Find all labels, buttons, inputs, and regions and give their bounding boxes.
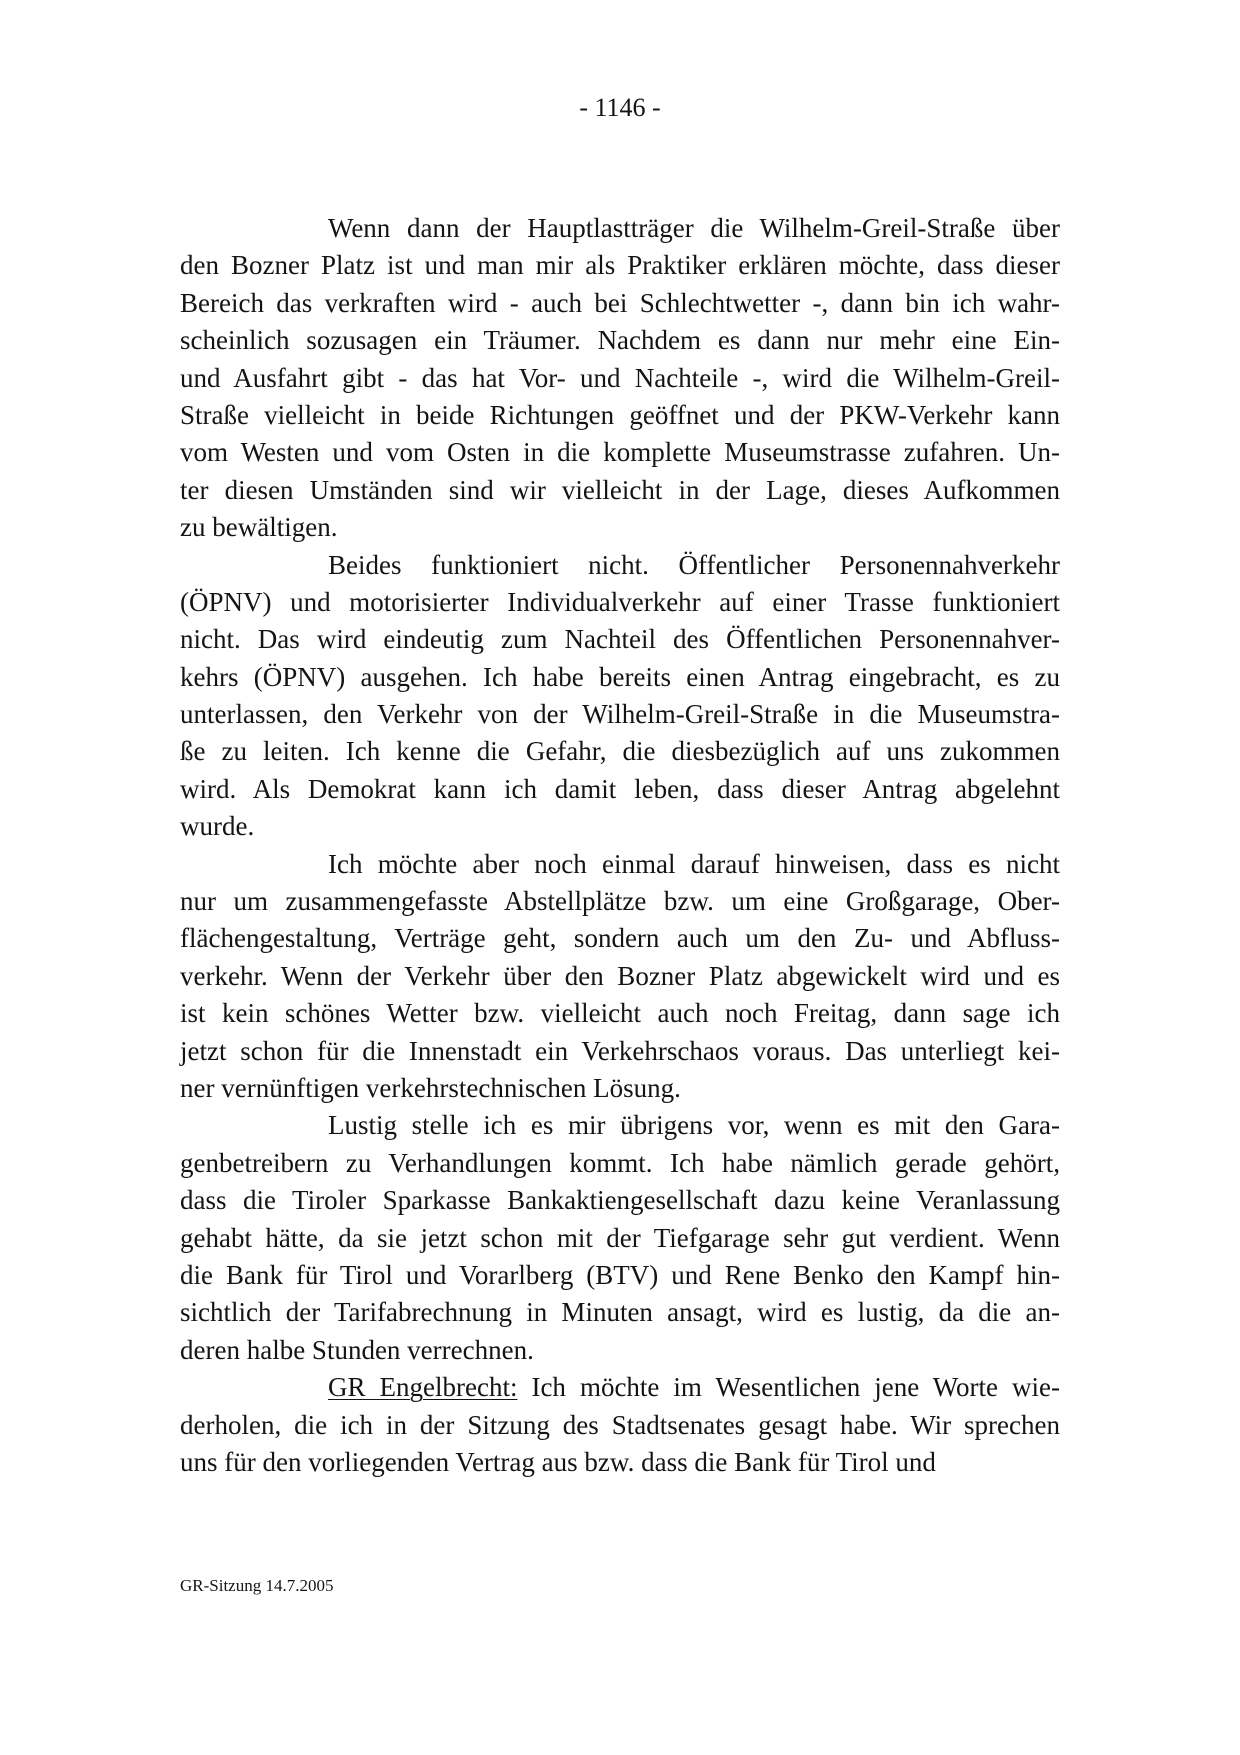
text-line: flächengestaltung, Verträge geht, sondern auch um den Zu- und Abfluss- [180, 923, 1060, 954]
speaker-name: GR Engelbrecht: [328, 1372, 518, 1403]
text-line: Lustig stelle ich es mir übrigens vor, wenn es mit den Gara- [328, 1110, 1060, 1141]
speaker-line-text: Ich möchte im Wesentlichen jene Worte wie- [517, 1372, 1060, 1403]
text-line: uns für den vorliegenden Vertrag aus bzw. dass die Bank für Tirol und [180, 1446, 936, 1477]
text-line: (ÖPNV) und motorisierter Individualverkehr auf einer Trasse funktioniert [180, 586, 1060, 617]
text-line: derholen, die ich in der Sitzung des Stadtsenates gesagt habe. Wir sprechen [180, 1409, 1060, 1440]
text-line: scheinlich sozusagen ein Träumer. Nachdem es dann nur mehr eine Ein- [180, 325, 1060, 356]
text-line: nur um zusammengefasste Abstellplätze bzw. um eine Großgarage, Ober- [180, 886, 1060, 917]
text-line: wurde. [180, 811, 255, 842]
text-line: genbetreibern zu Verhandlungen kommt. Ich habe nämlich gerade gehört, [180, 1147, 1060, 1178]
text-line: vom Westen und vom Osten in die komplette Museumstrasse zufahren. Un- [180, 437, 1060, 468]
text-line: Straße vielleicht in beide Richtungen geöffnet und der PKW-Verkehr kann [180, 399, 1060, 430]
page-number: - 1146 - [579, 93, 661, 122]
text-line: die Bank für Tirol und Vorarlberg (BTV) und Rene Benko den Kampf hin- [180, 1259, 1060, 1290]
text-line: ner vernünftigen verkehrstechnischen Lösung. [180, 1072, 681, 1103]
text-line: gehabt hätte, da sie jetzt schon mit der Tiefgarage sehr gut verdient. Wenn [180, 1222, 1060, 1253]
text-line: verkehr. Wenn der Verkehr über den Bozner Platz abgewickelt wird und es [180, 960, 1060, 991]
text-line: unterlassen, den Verkehr von der Wilhelm-Greil-Straße in die Museumstra- [180, 699, 1060, 730]
text-line: Wenn dann der Hauptlastträger die Wilhelm-Greil-Straße über [328, 213, 1060, 243]
text-line: ter diesen Umständen sind wir vielleicht in der Lage, dieses Aufkommen [180, 474, 1060, 505]
text-line: sichtlich der Tarifabrechnung in Minuten ansagt, wird es lustig, da die an- [180, 1297, 1060, 1328]
text-line: zu bewältigen. [180, 512, 338, 543]
body-text [180, 210, 1060, 1481]
footer-session-label: GR-Sitzung 14.7.2005 [180, 1576, 334, 1595]
speaker-line [180, 1369, 1060, 1406]
text-line: Bereich das verkraften wird - auch bei Schlechtwetter -, dann bin ich wahr- [180, 287, 1060, 318]
text-line: Ich möchte aber noch einmal darauf hinweisen, dass es nicht [328, 848, 1060, 879]
text-line: und Ausfahrt gibt - das hat Vor- und Nachteile -, wird die Wilhelm-Greil- [180, 362, 1060, 393]
text-line: den Bozner Platz ist und man mir als Praktiker erklären möchte, dass dieser [180, 250, 1060, 281]
text-line: ist kein schönes Wetter bzw. vielleicht auch noch Freitag, dann sage ich [180, 998, 1060, 1029]
text-line: Beides funktioniert nicht. Öffentlicher Personennahverkehr [328, 549, 1060, 580]
text-line: ße zu leiten. Ich kenne die Gefahr, die diesbezüglich auf uns zukommen [180, 736, 1060, 767]
text-line: wird. Als Demokrat kann ich damit leben, dass dieser Antrag abgelehnt [180, 773, 1060, 804]
text-line: dass die Tiroler Sparkasse Bankaktiengesellschaft dazu keine Veranlassung [180, 1185, 1060, 1216]
text-line: deren halbe Stunden verrechnen. [180, 1334, 534, 1365]
text-line: nicht. Das wird eindeutig zum Nachteil des Öffentlichen Personennahver- [180, 624, 1060, 655]
text-line: jetzt schon für die Innenstadt ein Verkehrschaos voraus. Das unterliegt kei- [180, 1035, 1060, 1066]
text-line: kehrs (ÖPNV) ausgehen. Ich habe bereits einen Antrag eingebracht, es zu [180, 661, 1060, 692]
